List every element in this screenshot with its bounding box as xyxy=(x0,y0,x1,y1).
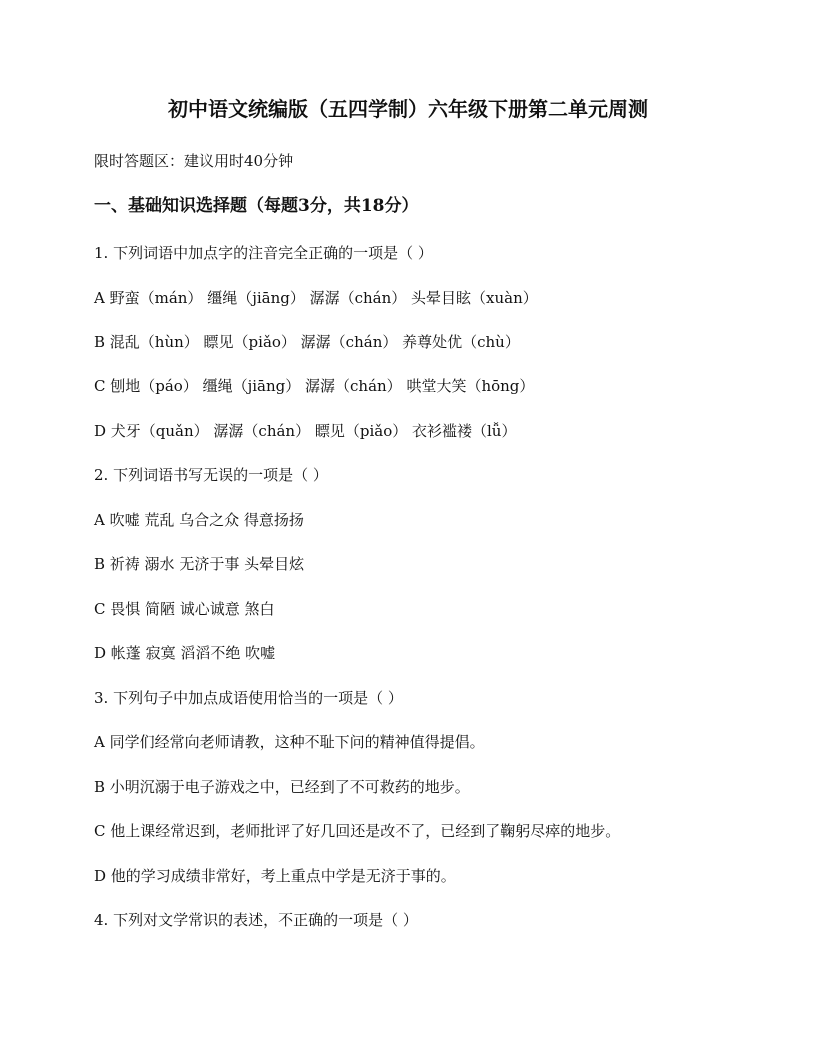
question-option: B 小明沉溺于电子游戏之中，已经到了不可救药的地步。 xyxy=(94,778,470,796)
question-stem: 2. 下列词语书写无误的一项是（ ） xyxy=(94,466,328,484)
question-option: A 同学们经常向老师请教，这种不耻下问的精神值得提倡。 xyxy=(94,733,485,751)
question-stem: 4. 下列对文学常识的表述，不正确的一项是（ ） xyxy=(94,911,418,929)
question-option: D 犬牙（quǎn） 潺潺（chán） 瞟见（piǎo） 衣衫褴褛（lǚ） xyxy=(94,422,517,440)
question-stem: 3. 下列句子中加点成语使用恰当的一项是（ ） xyxy=(94,689,403,707)
question-option: D 帐蓬 寂寞 滔滔不绝 吹嘘 xyxy=(94,644,276,662)
document-title: 初中语文统编版（五四学制）六年级下册第二单元周测 xyxy=(168,97,648,121)
question-option: C 畏惧 简陋 诚心诚意 煞白 xyxy=(94,600,275,618)
question-option: C 刨地（páo） 缰绳（jiāng） 潺潺（chán） 哄堂大笑（hōng） xyxy=(94,377,535,395)
question-option: C 他上课经常迟到，老师批评了好几回还是改不了，已经到了鞠躬尽瘁的地步。 xyxy=(94,822,621,840)
question-option: A 吹嘘 荒乱 乌合之众 得意扬扬 xyxy=(94,511,304,529)
question-option: B 混乱（hùn） 瞟见（piǎo） 潺潺（chán） 养尊处优（chù） xyxy=(94,333,520,351)
time-note: 限时答题区：建议用时40分钟 xyxy=(94,152,294,170)
section-heading: 一、基础知识选择题（每题3分，共18分） xyxy=(94,196,419,216)
question-option: B 祈祷 溺水 无济于事 头晕目炫 xyxy=(94,555,305,573)
question-stem: 1. 下列词语中加点字的注音完全正确的一项是（ ） xyxy=(94,244,433,262)
question-option: A 野蛮（mán） 缰绳（jiāng） 潺潺（chán） 头晕目眩（xuàn） xyxy=(94,289,538,307)
question-option: D 他的学习成绩非常好，考上重点中学是无济于事的。 xyxy=(94,867,456,885)
